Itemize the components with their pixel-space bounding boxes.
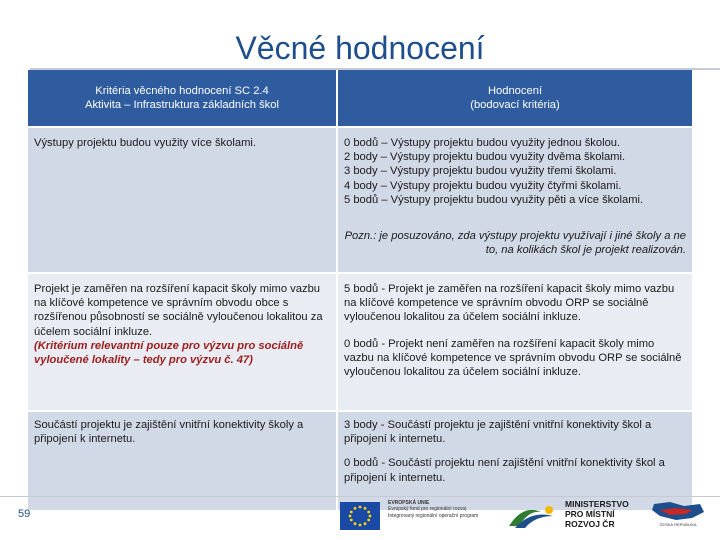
scoring-line: 3 body - Součástí projektu je zajištění vnitřní konektivity škol a připojení k internetu. bbox=[344, 419, 652, 446]
page-number: 59 bbox=[18, 508, 31, 520]
criterion-text: Výstupy projektu budou využity více školami. bbox=[34, 137, 256, 149]
irop-logo-icon bbox=[505, 502, 559, 532]
header-scoring-line: Hodnocení bbox=[487, 84, 543, 97]
eu-caption bbox=[388, 500, 500, 519]
scoring-line: 5 bodů – Výstupy projektu budou využity pěti a více školami. bbox=[344, 193, 644, 206]
criterion-text: Součástí projektu je zajištění vnitřní konektivity školy a připojení k internetu. bbox=[34, 419, 304, 446]
ministry-line: ROZVOJ ČR bbox=[565, 518, 615, 529]
czech-republic-caption: ČESKÁ REPUBLIKA bbox=[659, 522, 697, 527]
scoring-cell bbox=[338, 412, 692, 512]
scoring-line: 2 body – Výstupy projektu budou využity dvěma školami. bbox=[344, 151, 626, 164]
eu-caption-line: Evropský fond pro regionální rozvoj bbox=[388, 506, 467, 513]
header-scoring-line: (bodovací kritéria) bbox=[470, 99, 560, 111]
footer-divider bbox=[0, 496, 720, 497]
ministry-line: MINISTERSTVO bbox=[565, 499, 629, 509]
scoring-line: 4 body – Výstupy projektu budou využity čtyřmi školami. bbox=[344, 179, 622, 192]
scoring-line: 3 body – Výstupy projektu budou využity třemi školami. bbox=[344, 165, 617, 178]
scoring-cell bbox=[338, 128, 692, 274]
spacer bbox=[344, 446, 686, 456]
criterion-cell bbox=[28, 274, 338, 412]
scoring-note: Pozn.: je posuzováno, zda výstupy projektu využívají i jiné školy a ne to, na kolikách škol je projekt realizován. bbox=[344, 230, 686, 257]
ministry-line: PRO MÍSTNÍ bbox=[565, 508, 615, 519]
table-row bbox=[28, 412, 692, 512]
scoring-line: 0 bodů - Součástí projektu není zajištění vnitřní konektivity škol a připojení k internetu. bbox=[344, 457, 665, 484]
eu-caption-line: Integrovaný regionální operační program bbox=[388, 512, 479, 519]
eu-flag-icon bbox=[338, 498, 382, 536]
scoring-line: 0 bodů - Projekt není zaměřen na rozšíření kapacit školy mimo vazbu na klíčové kompetence ve správním obvodu ORP se sociálně vyloučenou lokalitou za účelem sociální inkluze. bbox=[344, 337, 682, 379]
criterion-highlight: (Kritérium relevantní pouze pro výzvu pro sociálně vyloučené lokality – tedy pro výzvu č. 47) bbox=[34, 339, 304, 367]
table-row bbox=[28, 274, 692, 412]
czech-republic-logo-icon bbox=[640, 498, 716, 536]
criterion-text: Projekt je zaměřen na rozšíření kapacit školy mimo vazbu na klíčové kompetence ve správním obvodu obce s rozšířenou působností se sociálně vyloučenou lokalitou za účelem sociální inkluze. bbox=[34, 283, 323, 338]
spacer bbox=[344, 325, 686, 337]
evaluation-table bbox=[28, 70, 692, 512]
scoring-line: 5 bodů - Projekt je zaměřen na rozšíření kapacit školy mimo vazbu na klíčové kompetence ve správním obvodu ORP se sociálně vyloučenou lokalitou za účelem sociální inkluze. bbox=[344, 283, 675, 324]
header-criteria-line: Kritéria věcného hodnocení SC 2.4 bbox=[95, 84, 269, 97]
criterion-cell bbox=[28, 128, 338, 274]
table-row bbox=[28, 128, 692, 274]
scoring-line: 0 bodů – Výstupy projektu budou využity jednou školou. bbox=[344, 137, 621, 149]
header-criteria-line: Aktivita – Infrastruktura základních škol bbox=[84, 99, 279, 111]
header-criteria bbox=[28, 70, 338, 128]
eu-caption-line: EVROPSKÁ UNIE bbox=[388, 500, 430, 506]
criterion-cell bbox=[28, 412, 338, 512]
slide-title: Věcné hodnocení bbox=[235, 30, 485, 66]
header-scoring bbox=[338, 70, 692, 128]
ministry-name bbox=[565, 500, 637, 529]
scoring-cell bbox=[338, 274, 692, 412]
